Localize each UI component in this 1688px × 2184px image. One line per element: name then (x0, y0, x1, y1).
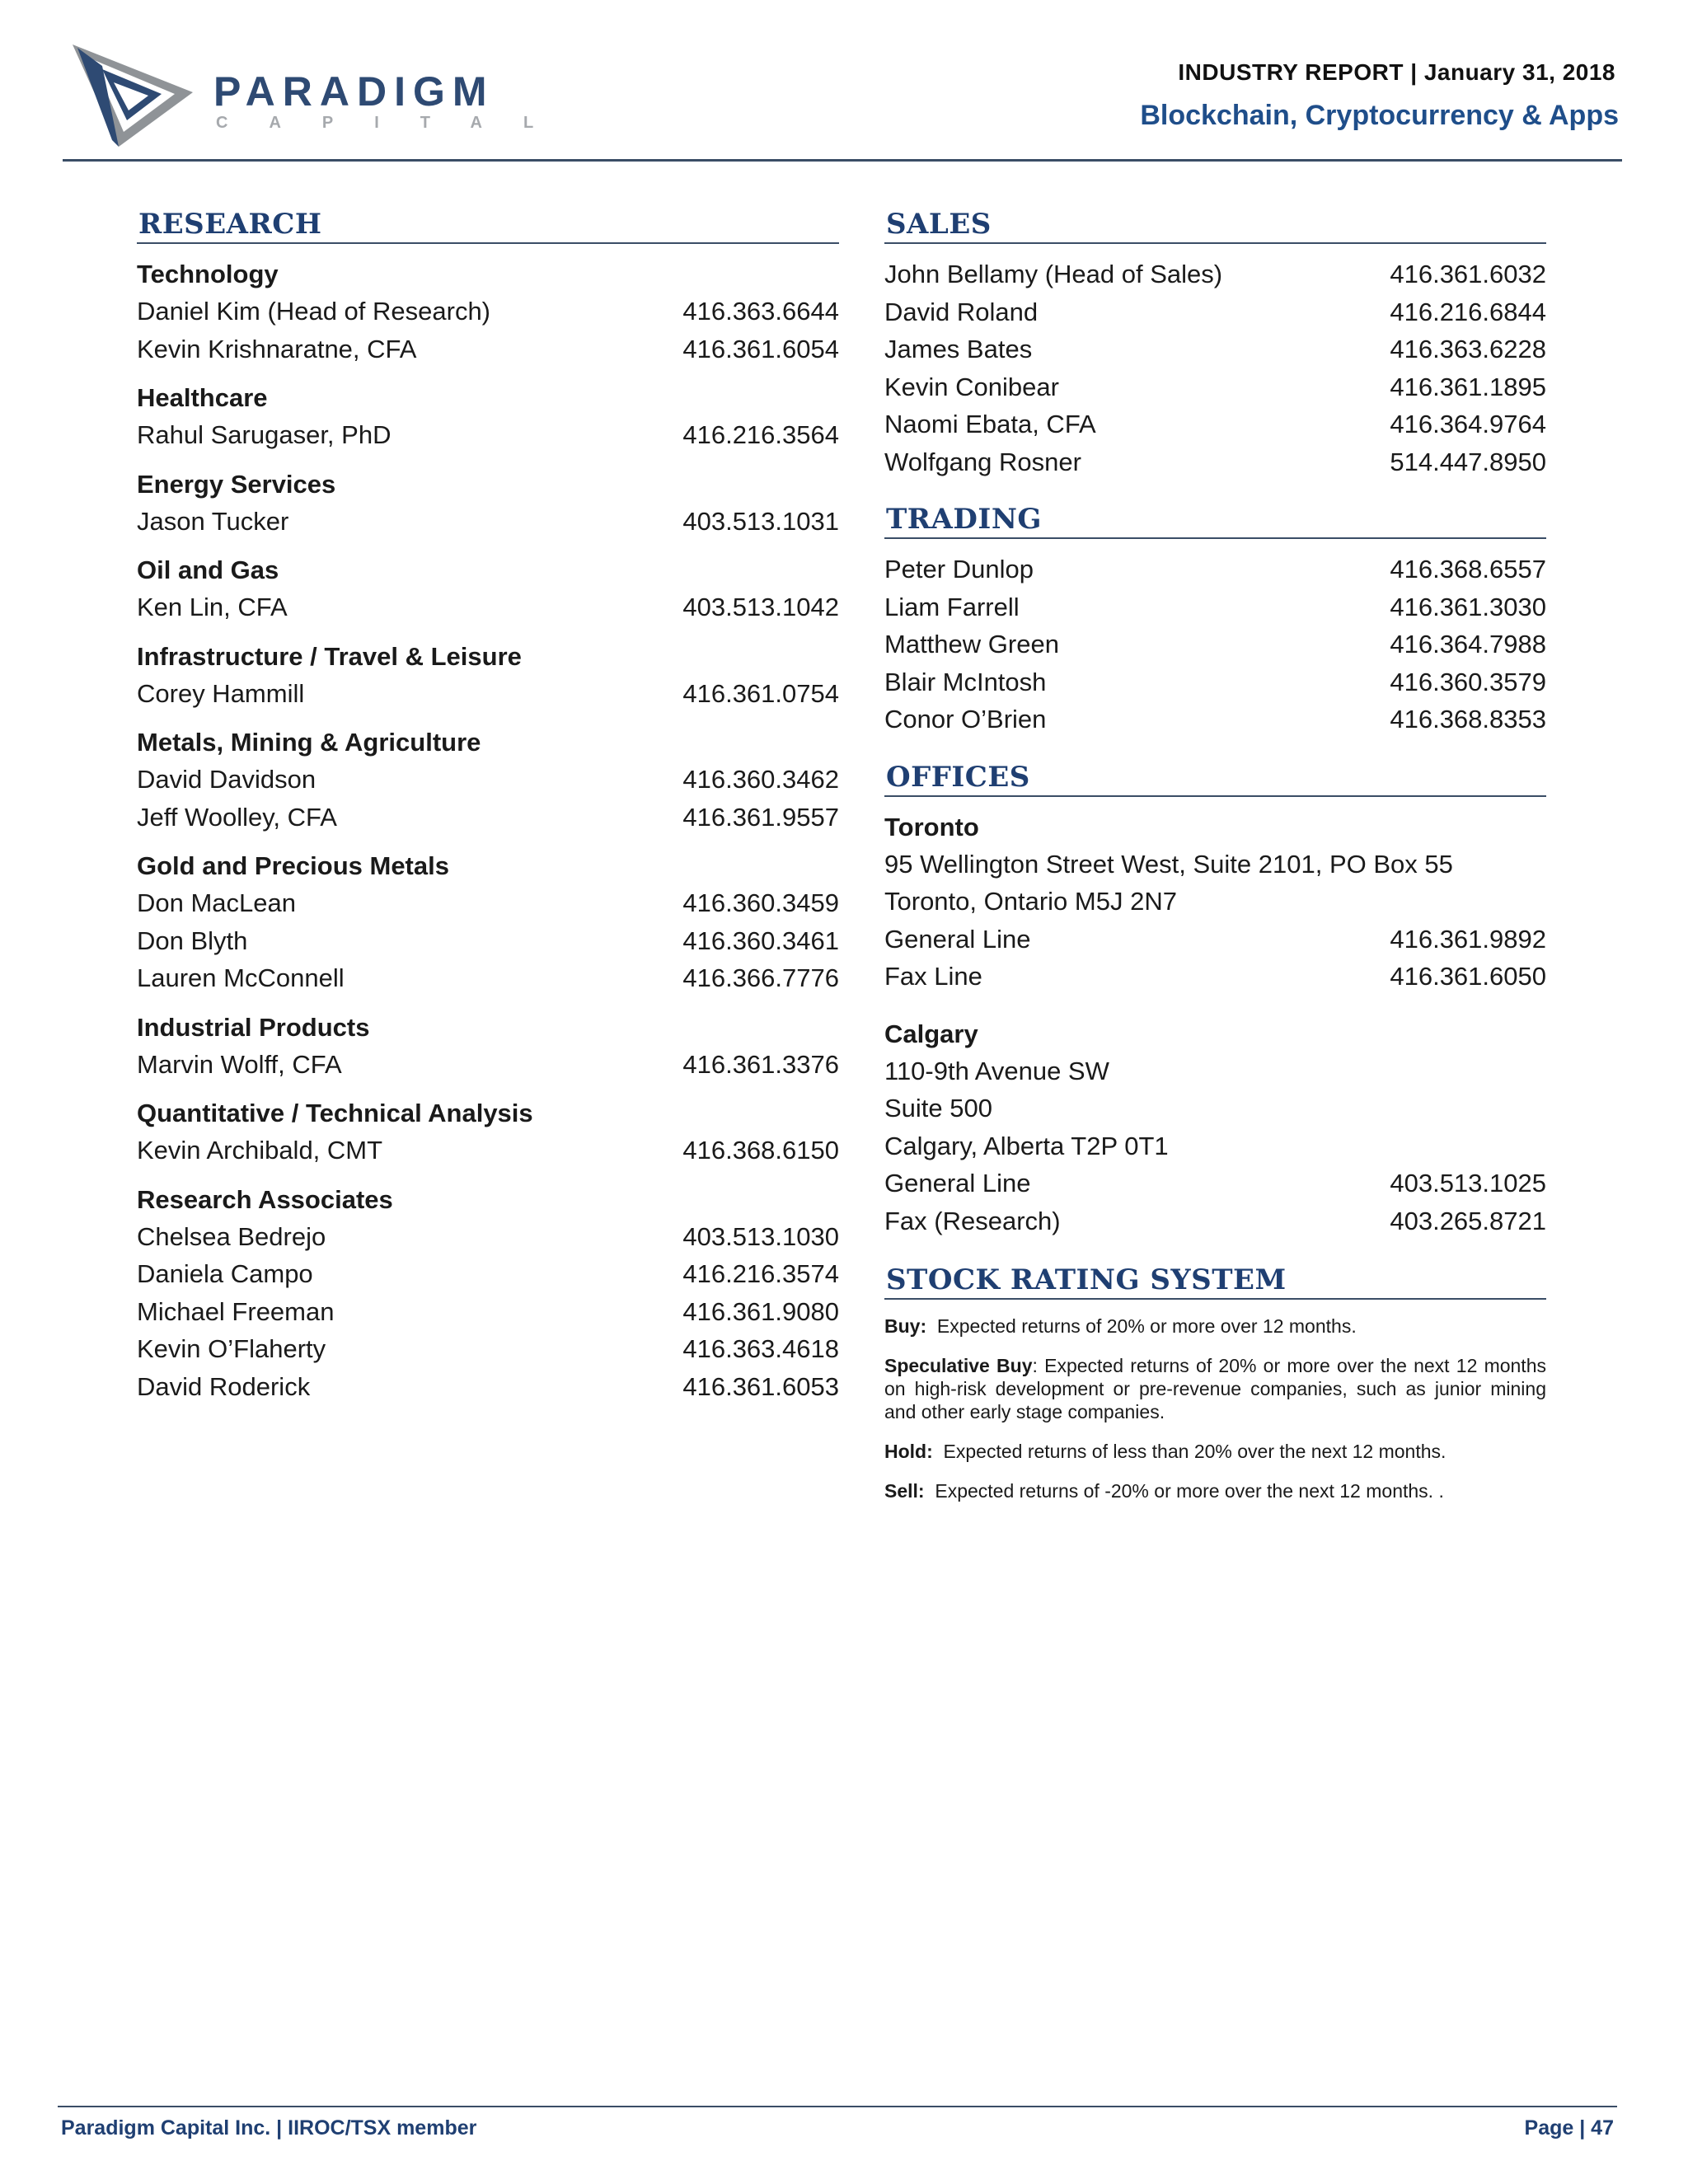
rating-label: Buy: (884, 1315, 927, 1337)
research-group (137, 466, 839, 541)
footer-page-number: Page | 47 (1524, 2116, 1614, 2139)
research-list (137, 255, 839, 1405)
office-calgary (884, 1015, 1546, 1240)
office-address-line: Suite 500 (884, 1094, 992, 1122)
contact-name: John Bellamy (Head of Sales) (884, 260, 1223, 288)
research-group-title: Quantitative / Technical Analysis (137, 1099, 533, 1127)
contact-name: Wolfgang Rosner (884, 447, 1081, 476)
contact-phone: 416.361.0754 (682, 678, 839, 708)
contact-row (137, 1293, 839, 1331)
contact-phone: 514.447.8950 (1390, 447, 1546, 476)
contact-name: James Bates (884, 335, 1033, 363)
contact-phone: 416.364.9764 (1390, 410, 1546, 438)
research-group (137, 379, 839, 454)
contact-name: Kevin O’Flaherty (137, 1334, 326, 1363)
rating-speculative-buy (884, 1354, 1546, 1423)
research-group (137, 638, 839, 713)
phone-label: Fax Line (884, 962, 982, 991)
phone-number: 403.265.8721 (1390, 1206, 1546, 1235)
contact-phone: 416.368.6150 (682, 1136, 839, 1165)
contact-row (884, 293, 1546, 331)
contact-name: Daniel Kim (Head of Research) (137, 297, 491, 326)
contact-phone: 416.216.3564 (682, 420, 839, 449)
logo-subtitle: CAPITAL (216, 114, 575, 132)
contact-name: Kevin Krishnaratne, CFA (137, 334, 417, 363)
rating-text: Expected returns of 20% or more over 12 months. (936, 1315, 1357, 1337)
office-toronto (884, 808, 1546, 996)
contact-phone: 416.361.6053 (682, 1371, 839, 1401)
office-phone-row (884, 1202, 1546, 1240)
report-topic: Blockchain, Cryptocurrency & Apps (1140, 100, 1619, 131)
contact-name: Daniela Campo (137, 1259, 313, 1288)
contact-row (137, 293, 839, 330)
contact-name: Corey Hammill (137, 678, 305, 708)
contact-row (137, 416, 839, 454)
contact-name: Don Blyth (137, 926, 248, 955)
logo-triangle-icon (69, 41, 201, 152)
rating-sell (884, 1479, 1546, 1502)
trading-heading: TRADING (884, 501, 1546, 539)
contact-phone: 416.360.3579 (1390, 667, 1546, 696)
research-group-title: Research Associates (137, 1184, 393, 1214)
contact-row (137, 959, 839, 997)
contact-name: Kevin Conibear (884, 372, 1059, 401)
contact-phone: 416.361.9080 (682, 1296, 839, 1326)
research-group-title: Gold and Precious Metals (137, 851, 449, 880)
sales-list (884, 255, 1546, 480)
research-group (137, 1094, 839, 1169)
right-column (884, 206, 1546, 1502)
contact-phone: 416.216.3574 (682, 1259, 839, 1288)
phone-number: 403.513.1025 (1390, 1169, 1546, 1197)
research-group-title: Industrial Products (137, 1012, 370, 1042)
contact-row (884, 626, 1546, 663)
contact-name: Peter Dunlop (884, 555, 1034, 583)
contact-phone: 416.361.6032 (1390, 260, 1546, 288)
contact-name: Don MacLean (137, 888, 297, 917)
contact-phone: 416.360.3459 (682, 888, 839, 917)
contact-phone: 416.368.8353 (1390, 705, 1546, 733)
contact-row (137, 1368, 839, 1406)
rating-text: Expected returns of less than 20% over the next 12 months. (943, 1441, 1447, 1462)
paradigm-logo (69, 41, 575, 157)
contact-phone: 403.513.1042 (682, 593, 839, 621)
contact-name: Naomi Ebata, CFA (884, 410, 1096, 438)
contact-row (137, 922, 839, 960)
header-divider (63, 159, 1622, 162)
contact-name: David Roderick (137, 1371, 311, 1401)
research-group (137, 1181, 839, 1406)
rating-label: Hold: (884, 1441, 933, 1462)
office-address-line: Toronto, Ontario M5J 2N7 (884, 887, 1177, 916)
contact-row (137, 884, 839, 922)
phone-number: 416.361.9892 (1390, 924, 1546, 954)
contact-phone: 416.361.3030 (1390, 592, 1546, 621)
trading-list (884, 551, 1546, 738)
contact-name: Marvin Wolff, CFA (137, 1049, 342, 1079)
offices-heading: OFFICES (884, 759, 1546, 797)
research-group-title: Metals, Mining & Agriculture (137, 728, 481, 757)
office-phone-row (884, 958, 1546, 996)
contact-phone: 416.361.6054 (682, 334, 839, 363)
office-city: Calgary (884, 1019, 978, 1048)
contact-row (884, 443, 1546, 481)
contact-name: Michael Freeman (137, 1296, 335, 1326)
research-group-title: Energy Services (137, 469, 336, 499)
sales-heading: SALES (884, 206, 1546, 244)
contact-phone: 416.364.7988 (1390, 630, 1546, 658)
research-group-title: Healthcare (137, 383, 268, 412)
rating-text: Expected returns of -20% or more over the next 12 months. . (935, 1480, 1444, 1502)
rating-buy (884, 1315, 1546, 1338)
contact-row (137, 1132, 839, 1169)
research-group (137, 255, 839, 368)
contact-name: Kevin Archibald, CMT (137, 1136, 383, 1165)
contact-row (884, 368, 1546, 406)
contact-name: Matthew Green (884, 630, 1059, 658)
contact-name: Ken Lin, CFA (137, 593, 288, 621)
contact-phone: 416.361.3376 (682, 1049, 839, 1079)
research-group (137, 724, 839, 836)
contact-phone: 416.363.6644 (682, 297, 839, 326)
contact-phone: 416.360.3461 (682, 926, 839, 955)
contact-row (137, 1255, 839, 1293)
footer-company: Paradigm Capital Inc. | IIROC/TSX member (61, 2116, 477, 2139)
office-phone-row (884, 1165, 1546, 1202)
office-address-line: 95 Wellington Street West, Suite 2101, PO Box 55 (884, 849, 1453, 879)
rating-hold (884, 1440, 1546, 1463)
contact-phone: 416.360.3462 (682, 765, 839, 794)
contact-row (884, 588, 1546, 626)
contact-phone: 416.368.6557 (1390, 555, 1546, 583)
contact-name: Blair McIntosh (884, 667, 1047, 696)
contact-name: Chelsea Bedrejo (137, 1221, 326, 1251)
contact-row (884, 663, 1546, 701)
contact-phone: 416.216.6844 (1390, 297, 1546, 326)
contact-row (137, 675, 839, 713)
contact-row (137, 761, 839, 799)
contact-row (884, 405, 1546, 443)
research-group-title: Infrastructure / Travel & Leisure (137, 641, 522, 671)
office-city: Toronto (884, 812, 979, 841)
contact-phone: 416.361.1895 (1390, 372, 1546, 401)
phone-number: 416.361.6050 (1390, 962, 1546, 991)
report-type-date: INDUSTRY REPORT | January 31, 2018 (1178, 59, 1615, 85)
research-group (137, 551, 839, 626)
contact-row (137, 799, 839, 837)
contact-row (884, 701, 1546, 738)
contact-name: Rahul Sarugaser, PhD (137, 420, 392, 449)
contact-name: Jeff Woolley, CFA (137, 802, 337, 832)
contact-name: David Roland (884, 297, 1039, 326)
contact-phone: 416.361.9557 (682, 802, 839, 832)
contact-row (137, 503, 839, 541)
phone-label: Fax (Research) (884, 1206, 1061, 1235)
footer-divider (58, 2106, 1617, 2107)
contact-row (137, 1218, 839, 1256)
research-group (137, 847, 839, 997)
rating-label: Sell: (884, 1480, 925, 1502)
contact-row (137, 1046, 839, 1084)
contact-row (137, 1330, 839, 1368)
contact-phone: 416.366.7776 (682, 963, 839, 992)
office-phone-row (884, 921, 1546, 958)
logo-wordmark: PARADIGM (213, 68, 495, 115)
office-address-line: 110-9th Avenue SW (884, 1056, 1109, 1085)
contact-row (884, 551, 1546, 588)
contact-name: Liam Farrell (884, 592, 1020, 621)
contact-phone: 416.363.6228 (1390, 335, 1546, 363)
contact-name: Lauren McConnell (137, 963, 345, 992)
contact-phone: 416.363.4618 (682, 1334, 839, 1363)
contact-phone: 403.513.1031 (682, 506, 839, 536)
contact-row (137, 588, 839, 626)
contact-row (884, 255, 1546, 293)
contact-name: Conor O’Brien (884, 705, 1047, 733)
research-group (137, 1009, 839, 1084)
office-address-line: Calgary, Alberta T2P 0T1 (884, 1131, 1169, 1160)
contact-phone: 403.513.1030 (682, 1221, 839, 1251)
contact-row (884, 330, 1546, 368)
contact-name: David Davidson (137, 765, 316, 794)
rating-text: : Expected returns of 20% or more over the next 12 months on high-risk development or pre-revenue companies, such as junior mining and other early stage companies. (884, 1355, 1546, 1422)
research-column (137, 206, 839, 1405)
rating-label: Speculative Buy (884, 1355, 1033, 1376)
rating-system-heading: STOCK RATING SYSTEM (884, 1262, 1546, 1300)
research-heading: RESEARCH (137, 206, 839, 244)
contact-row (137, 330, 839, 368)
phone-label: General Line (884, 1169, 1031, 1197)
phone-label: General Line (884, 924, 1031, 954)
research-group-title: Technology (137, 260, 279, 288)
research-group-title: Oil and Gas (137, 555, 279, 584)
contact-name: Jason Tucker (137, 506, 289, 536)
